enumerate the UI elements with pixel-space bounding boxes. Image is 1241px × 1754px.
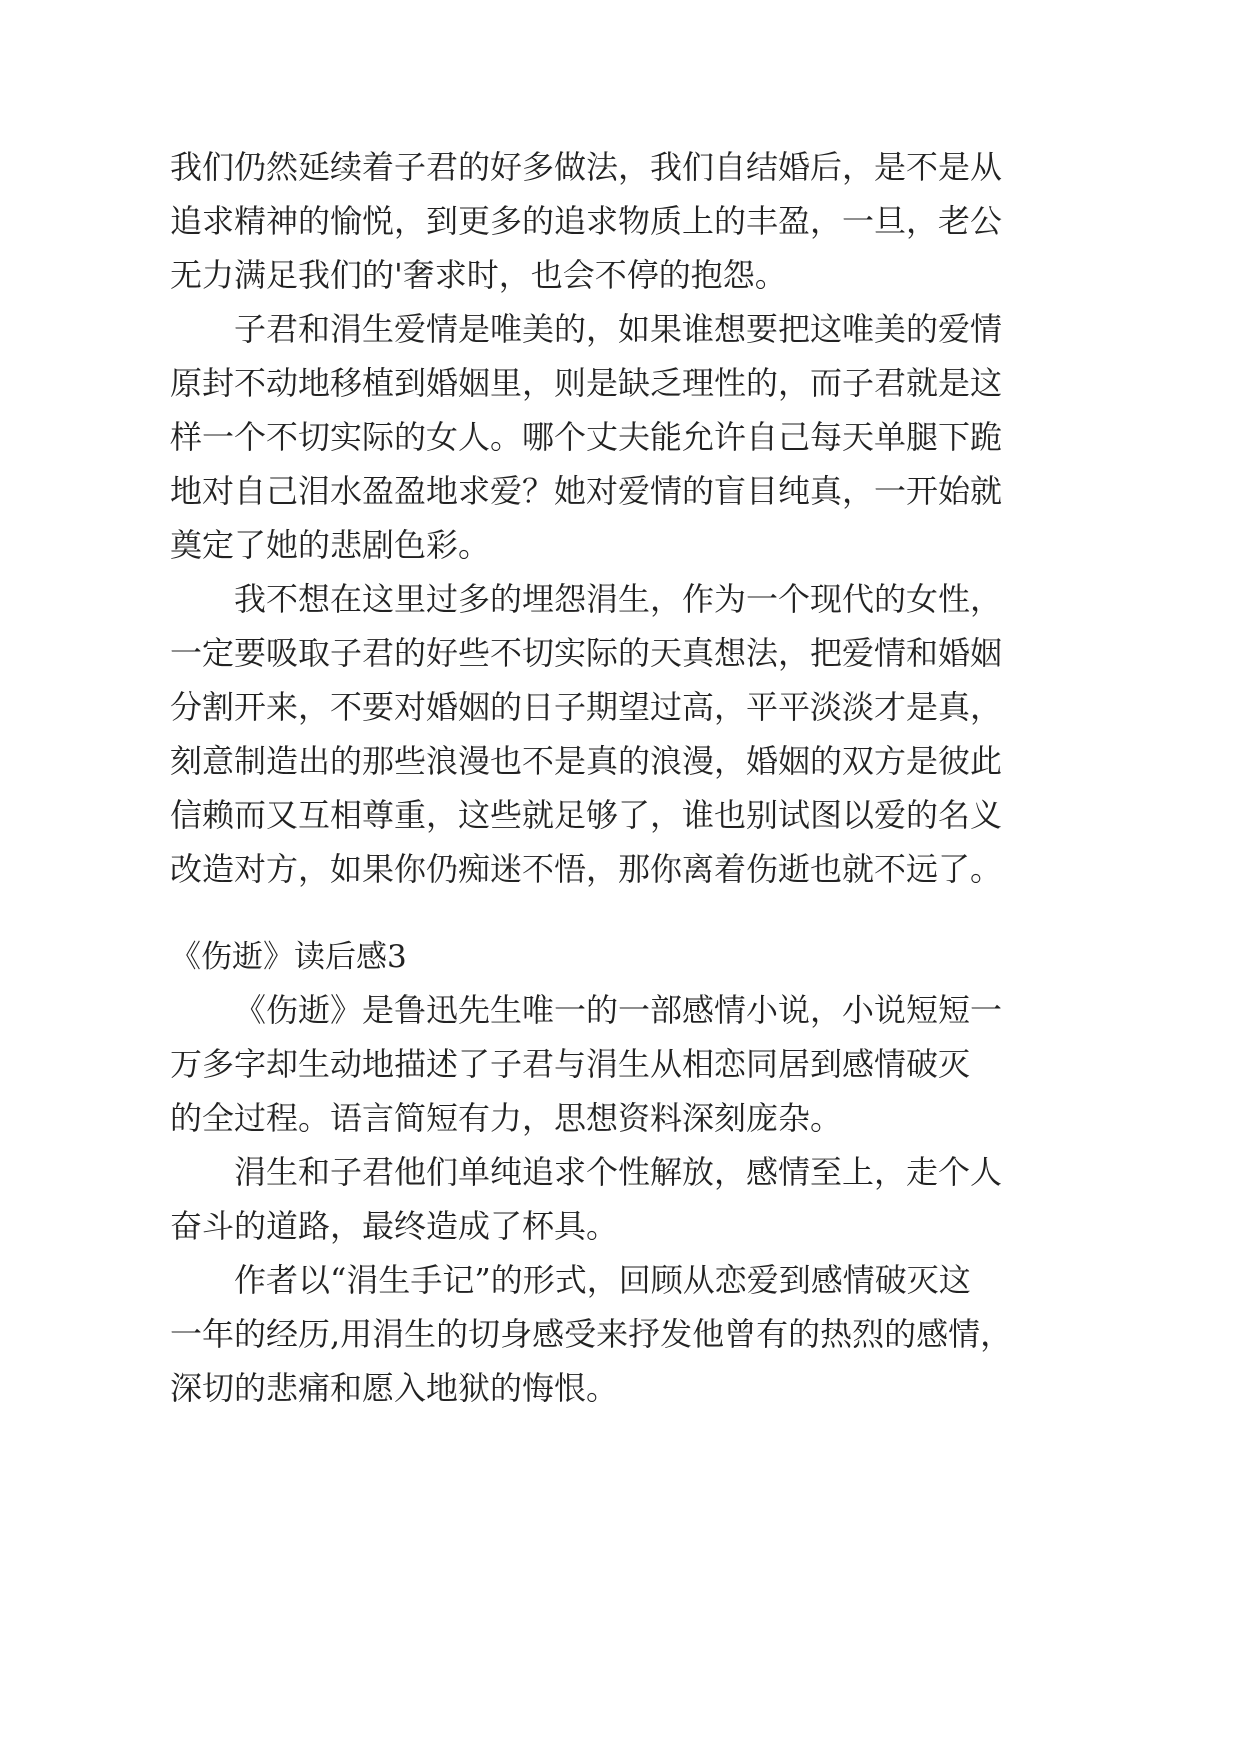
paragraph-4-line-2: 万多字却生动地描述了子君与涓生从相恋同居到感情破灭 [170,1045,971,1083]
paragraph-2-line-1: 子君和涓生爱情是唯美的，如果谁想要把这唯美的爱情 [234,310,1003,348]
paragraph-5-line-1: 涓生和子君他们单纯追求个性解放，感情至上，走个人 [234,1153,1003,1191]
paragraph-3-line-1: 我不想在这里过多的埋怨涓生，作为一个现代的女性， [234,580,1003,618]
paragraph-1-line-3: 无力满足我们的'奢求时，也会不停的抱怨。 [170,256,787,294]
paragraph-3-line-3: 分割开来，不要对婚姻的日子期望过高，平平淡淡才是真， [170,688,1003,726]
paragraph-4-line-3: 的全过程。语言简短有力，思想资料深刻庞杂。 [170,1099,843,1137]
paragraph-2-line-3: 样一个不切实际的女人。哪个丈夫能允许自己每天单腿下跪 [170,418,1003,456]
paragraph-6-line-1: 作者以“涓生手记”的形式，回顾从恋爱到感情破灭这 [234,1261,971,1299]
paragraph-6-line-2: 一年的经历,用涓生的切身感受来抒发他曾有的热烈的感情， [170,1315,1013,1353]
paragraph-5-line-2: 奋斗的道路，最终造成了杯具。 [170,1207,619,1245]
paragraph-1-line-2: 追求精神的愉悦，到更多的追求物质上的丰盈，一旦，老公 [170,202,1003,240]
paragraph-4-line-1: 《伤逝》是鲁迅先生唯一的一部感情小说，小说短短一 [234,991,1003,1029]
paragraph-3-line-2: 一定要吸取子君的好些不切实际的天真想法，把爱情和婚姻 [170,634,1003,672]
section-heading: 《伤逝》读后感3 [170,939,407,975]
paragraph-3-line-4: 刻意制造出的那些浪漫也不是真的浪漫，婚姻的双方是彼此 [170,742,1003,780]
paragraph-3-line-6: 改造对方，如果你仍痴迷不悟，那你离着伤逝也就不远了。 [170,850,1003,888]
paragraph-2-line-4: 地对自己泪水盈盈地求爱？她对爱情的盲目纯真，一开始就 [170,472,1003,510]
paragraph-6-line-3: 深切的悲痛和愿入地狱的悔恨。 [170,1369,619,1407]
paragraph-2-line-2: 原封不动地移植到婚姻里，则是缺乏理性的，而子君就是这 [170,364,1003,402]
paragraph-2-line-5: 奠定了她的悲剧色彩。 [170,526,491,564]
paragraph-3-line-5: 信赖而又互相尊重，这些就足够了，谁也别试图以爱的名义 [170,796,1003,834]
paragraph-1-line-1: 我们仍然延续着子君的好多做法，我们自结婚后，是不是从 [170,148,1003,186]
